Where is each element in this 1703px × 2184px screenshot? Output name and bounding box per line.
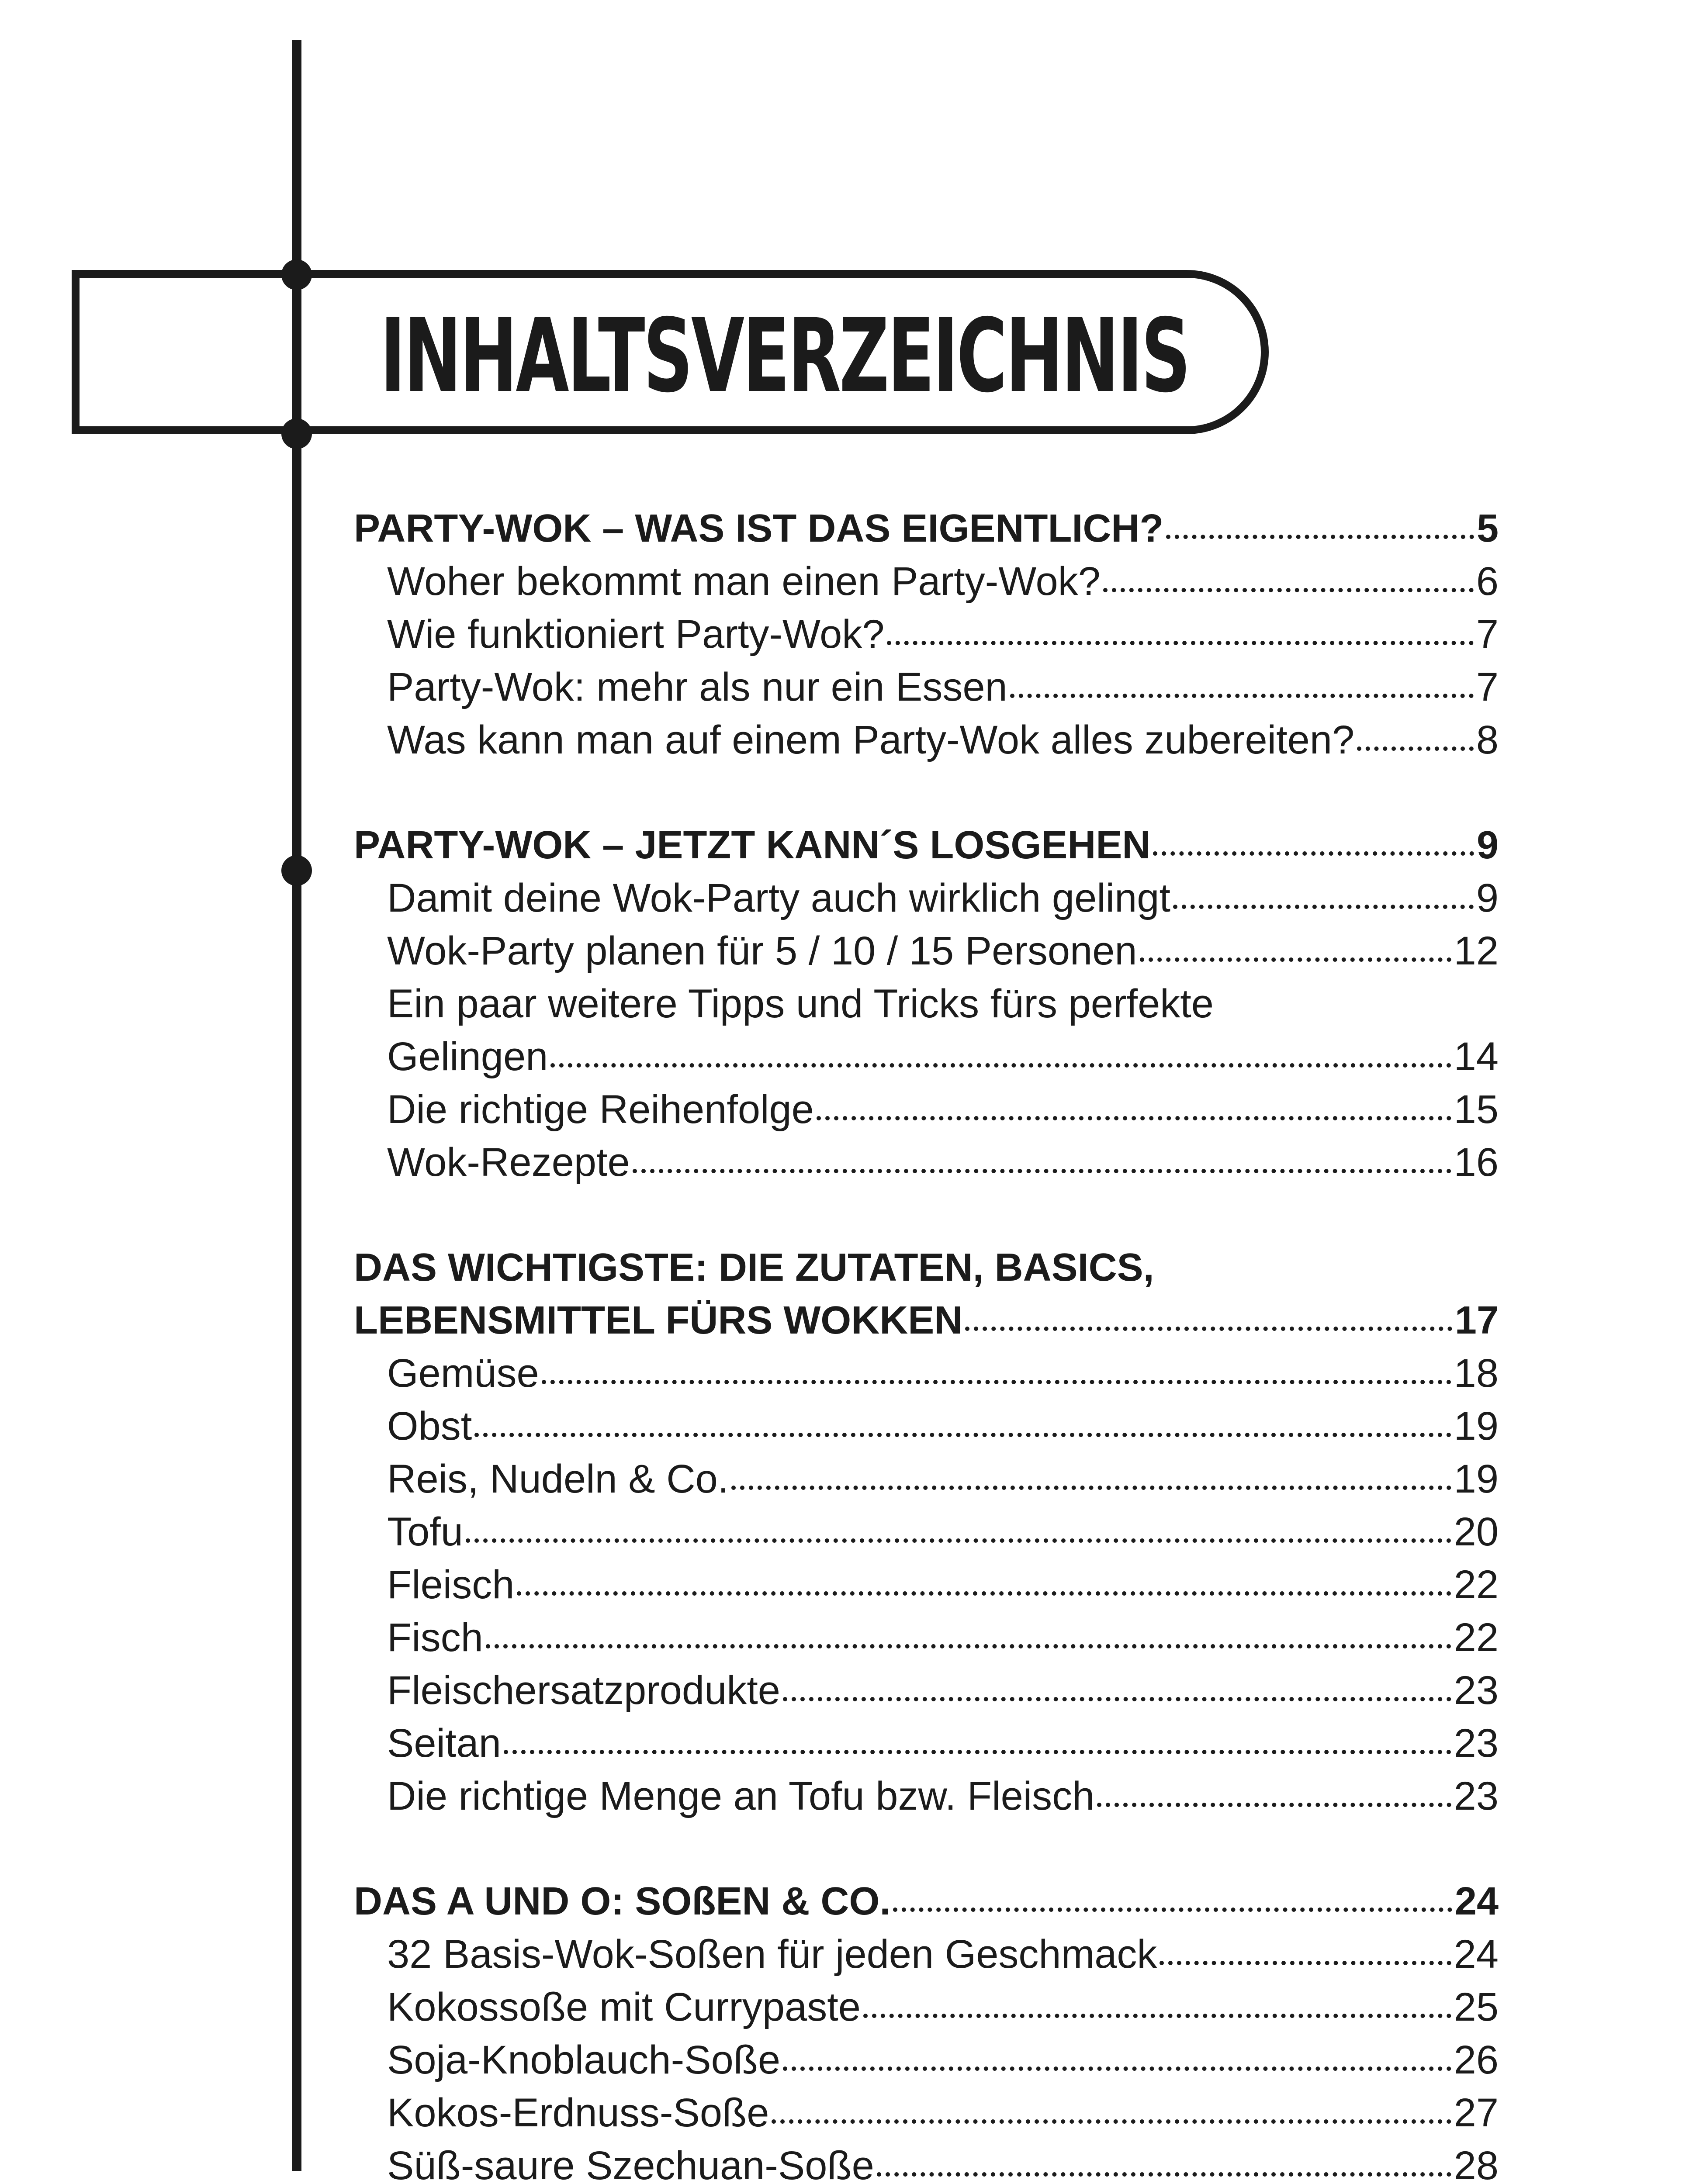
toc-page-number: 9 xyxy=(1476,823,1499,867)
toc-chapter-entry[interactable] xyxy=(354,1294,1499,1347)
dot-leader xyxy=(633,1169,1451,1173)
dot-leader xyxy=(1160,1961,1451,1965)
toc-entry[interactable] xyxy=(354,1400,1499,1453)
toc-entry-title: Was kann man auf einem Party-Wok alles zubereiten? xyxy=(387,718,1355,762)
toc-page-number: 24 xyxy=(1454,1880,1499,1923)
toc-entry[interactable] xyxy=(354,608,1499,661)
toc-entry[interactable] xyxy=(354,1664,1499,1717)
toc-page-number: 19 xyxy=(1454,1404,1499,1448)
toc-entry-title: Reis, Nudeln & Co. xyxy=(387,1457,729,1501)
toc-entry-title: Kokossoße mit Currypaste xyxy=(387,1985,861,2029)
toc-entry[interactable] xyxy=(354,1453,1499,1506)
toc-section xyxy=(354,502,1499,767)
toc-entry-title: Die richtige Menge an Tofu bzw. Fleisch xyxy=(387,1774,1095,1818)
toc-section xyxy=(354,1241,1499,1823)
toc-entry-title: Fisch xyxy=(387,1615,483,1660)
toc-entry-title: Tofu xyxy=(387,1510,463,1554)
toc-page-number: 17 xyxy=(1454,1299,1499,1342)
toc-chapter-title: PARTY-WOK – WAS IST DAS EIGENTLICH? xyxy=(354,507,1164,550)
toc-entry-title: Die richtige Reihenfolge xyxy=(387,1087,814,1132)
toc-entry-title: Gelingen xyxy=(387,1034,548,1079)
dot-leader xyxy=(504,1750,1451,1754)
dot-leader xyxy=(1153,851,1474,856)
toc-page-number: 12 xyxy=(1454,929,1499,973)
toc-page-number: 22 xyxy=(1454,1615,1499,1660)
toc-page-number: 8 xyxy=(1476,718,1499,762)
dot-leader xyxy=(1140,957,1451,962)
table-of-contents xyxy=(354,502,1499,2184)
toc-entry[interactable] xyxy=(354,1083,1499,1136)
toc-page-number: 20 xyxy=(1454,1510,1499,1554)
dot-leader xyxy=(783,1697,1451,1701)
dot-leader xyxy=(817,1116,1451,1120)
toc-entry[interactable] xyxy=(354,714,1499,767)
dot-leader xyxy=(772,2119,1451,2124)
dot-leader xyxy=(1097,1803,1451,1807)
toc-page-number: 14 xyxy=(1454,1034,1499,1079)
toc-entry-title: Wok-Party planen für 5 / 10 / 15 Personen xyxy=(387,929,1137,973)
dot-leader xyxy=(965,1327,1452,1331)
dot-leader xyxy=(1173,905,1474,909)
dot-leader xyxy=(893,1908,1452,1912)
toc-entry-title: Soja-Knoblauch-Soße xyxy=(387,2038,781,2082)
toc-entry[interactable] xyxy=(354,2034,1499,2087)
toc-entry[interactable] xyxy=(354,872,1499,925)
toc-chapter-entry[interactable] xyxy=(354,1875,1499,1928)
toc-page-number: 28 xyxy=(1454,2143,1499,2184)
toc-entry[interactable] xyxy=(354,1506,1499,1559)
toc-entry-title: 32 Basis-Wok-Soßen für jeden Geschmack xyxy=(387,1932,1157,1977)
toc-page-number: 22 xyxy=(1454,1562,1499,1607)
toc-section xyxy=(354,819,1499,1189)
dot-leader xyxy=(863,2014,1451,2018)
toc-section xyxy=(354,1875,1499,2184)
toc-page-number: 15 xyxy=(1454,1087,1499,1132)
timeline-dot xyxy=(281,855,312,886)
toc-chapter-title: PARTY-WOK – JETZT KANN´S LOSGEHEN xyxy=(354,823,1151,867)
toc-page-number: 5 xyxy=(1476,507,1499,550)
page-title: INHALTSVERZEICHNIS xyxy=(380,297,1189,415)
toc-entry[interactable] xyxy=(354,1030,1499,1083)
dot-leader xyxy=(783,2067,1451,2071)
toc-page-number: 23 xyxy=(1454,1774,1499,1818)
dot-leader xyxy=(517,1591,1451,1596)
toc-entry[interactable] xyxy=(354,1611,1499,1664)
toc-chapter-entry[interactable] xyxy=(354,502,1499,555)
dot-leader xyxy=(542,1380,1451,1384)
toc-page-number: 23 xyxy=(1454,1668,1499,1713)
toc-entry[interactable] xyxy=(354,661,1499,714)
toc-page-number: 23 xyxy=(1454,1721,1499,1766)
toc-entry-title: Süß-saure Szechuan-Soße xyxy=(387,2143,874,2184)
toc-page-number: 25 xyxy=(1454,1985,1499,2029)
dot-leader xyxy=(877,2172,1451,2177)
toc-entry-title: Fleisch xyxy=(387,1562,515,1607)
toc-chapter-heading-line: DAS WICHTIGSTE: DIE ZUTATEN, BASICS, xyxy=(354,1246,1154,1289)
dot-leader xyxy=(1010,694,1474,698)
toc-page-number: 24 xyxy=(1454,1932,1499,1977)
toc-page-number: 9 xyxy=(1476,876,1499,920)
dot-leader xyxy=(887,641,1473,645)
dot-leader xyxy=(474,1433,1451,1437)
toc-page-number: 16 xyxy=(1454,1140,1499,1185)
toc-entry[interactable] xyxy=(354,2087,1499,2139)
toc-chapter-entry[interactable] xyxy=(354,819,1499,872)
toc-page-number: 7 xyxy=(1476,665,1499,709)
toc-entry[interactable] xyxy=(354,1559,1499,1611)
dot-leader xyxy=(486,1644,1451,1648)
toc-entry[interactable] xyxy=(354,1347,1499,1400)
dot-leader xyxy=(1166,535,1474,539)
toc-entry[interactable] xyxy=(354,1717,1499,1770)
dot-leader xyxy=(731,1486,1451,1490)
toc-entry-title: Party-Wok: mehr als nur ein Essen xyxy=(387,665,1007,709)
toc-entry[interactable] xyxy=(354,1981,1499,2034)
dot-leader xyxy=(1103,588,1474,592)
dot-leader xyxy=(550,1063,1451,1068)
toc-page-number: 7 xyxy=(1476,612,1499,657)
toc-chapter-title: LEBENSMITTEL FÜRS WOKKEN xyxy=(354,1299,963,1342)
toc-entry-title: Seitan xyxy=(387,1721,501,1766)
toc-entry-title: Gemüse xyxy=(387,1351,539,1396)
toc-page-number: 19 xyxy=(1454,1457,1499,1501)
toc-page-number: 26 xyxy=(1454,2038,1499,2082)
toc-entry-title: Kokos-Erdnuss-Soße xyxy=(387,2091,769,2135)
toc-chapter-title: DAS A UND O: SOßEN & CO. xyxy=(354,1880,891,1923)
toc-entry[interactable] xyxy=(354,1928,1499,1981)
toc-entry[interactable] xyxy=(354,1770,1499,1823)
toc-page-number: 6 xyxy=(1476,559,1499,604)
toc-entry-title: Fleischersatzprodukte xyxy=(387,1668,780,1713)
dot-leader xyxy=(1357,746,1474,751)
toc-entry-title: Wok-Rezepte xyxy=(387,1140,630,1185)
toc-entry-title: Wie funktioniert Party-Wok? xyxy=(387,612,885,657)
toc-entry[interactable] xyxy=(354,2139,1499,2184)
toc-entry-title: Obst xyxy=(387,1404,472,1448)
toc-page-number: 27 xyxy=(1454,2091,1499,2135)
toc-entry-title: Damit deine Wok-Party auch wirklich gelingt xyxy=(387,876,1171,920)
toc-entry-title-line: Ein paar weitere Tipps und Tricks fürs perfekte xyxy=(387,981,1214,1026)
toc-entry[interactable] xyxy=(354,925,1499,978)
dot-leader xyxy=(466,1538,1451,1543)
toc-entry[interactable] xyxy=(354,555,1499,608)
toc-entry[interactable] xyxy=(354,1136,1499,1189)
toc-entry-title: Woher bekommt man einen Party-Wok? xyxy=(387,559,1101,604)
toc-page-number: 18 xyxy=(1454,1351,1499,1396)
